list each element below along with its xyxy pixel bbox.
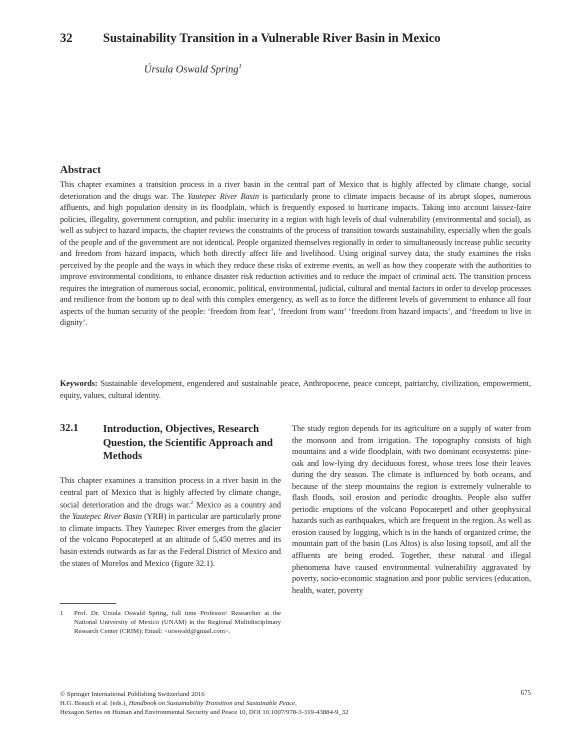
- chapter-title: Sustainability Transition in a Vulnerable River Basin in Mexico: [103, 31, 441, 45]
- chapter-number: 32: [60, 31, 73, 45]
- citation-line: [60, 699, 530, 708]
- left-column-text: [60, 475, 281, 569]
- abstract-heading: Abstract: [60, 164, 101, 176]
- footnote-mark-2: 2: [190, 500, 194, 507]
- page-number: 675: [520, 690, 531, 697]
- abstract-text-2: is particularly prone to climate impacts because of its abrupt slopes, numerous affluents, and high population density in its floodplain, which is frequently exposed to hurricane impacts. Taking into account laissez-faire policies, illegality, government corruption, and public insecurity in a region with high levels of dual vulnerability (environmental and social), as well as subject to hazard impacts, the chapter reviews the constraints of the process of transition towards sustainability, especially when the goals of the people and of the government are not identical. People organized themselves regionally in order to simultaneously increase public security and freedom from hazard impacts, which both directly affect life and livelihood. Using original survey data, the study examines the risks perceived by the people and the ways in which they reduce these risks of extreme events, as well as how they cooperate with the authorities to improve environmental conditions, to enhance disaster risk reduction activities and to reduce the impact of criminal acts. The transition process requires the integration of numerous social, economic, political, environmental, judicial, cultural and mental factors in order to develop processes and resilience from the bottom up to deal with this complex emergency, as well as to force the different levels of government to enhance all four aspects of the human security of the people: ‘freedom from fear’, ‘freedom from want’ ‘freedom from hazard impacts’, and ‘freedom to live in dignity’.: [60, 191, 531, 328]
- footnote: [60, 609, 281, 636]
- keywords-label: Keywords:: [60, 379, 98, 388]
- citation-book-title: Handbook on Sustainability Transition and Sustainable Peace,: [128, 700, 297, 707]
- left-text-a: This chapter examines a transition process in a river basin in the central part of Mexico that is highly affected by climate change, social deterioration and the drugs war.: [60, 476, 281, 510]
- abstract-text-1: This chapter examines a transition process in a river basin in the central part of Mexico that is highly affected by climate change, social deterioration and the drugs war. The: [60, 180, 531, 201]
- copyright-line: © Springer International Publishing Switzerland 2016: [60, 691, 205, 698]
- author-name: [144, 63, 242, 76]
- series-doi-line: Hexagon Series on Human and Environmental Security and Peace 10, DOI 10.1007/978-3-319-43884-9_32: [60, 709, 349, 716]
- left-italic-term: Yautepec River Basin: [72, 512, 142, 522]
- keywords: [60, 378, 531, 401]
- publication-footer: [60, 690, 530, 717]
- left-text-c: (YRB) in particular are particularly prone to climate impacts. They Yautepec River emerges from the glacier of the volcano Popocatepetl at an altitude of 5,450 metres and its basin extends outwards as far as the Federal District of Mexico and the states of Morelos and Mexico (figure 32.1).: [60, 512, 281, 568]
- section-title: Introduction, Objectives, Research Question, the Scientific Approach and Methods: [103, 424, 273, 462]
- right-column-text: The study region depends for its agriculture on a supply of water from the monsoon and from irrigation. The topography consists of high mountains and a wide floodplain, with two dominant ecosystems: pine-oak and low-lying dry deciduous forest, whose trees lose their leaves during the dry season. The climate is influenced by both oceans, and because of the steep mountains the region is extremely vulnerable to flash floods, soil erosion and periodic droughts. People also suffer periodic eruptions of the volcano Popocatepetl and other geophysical hazards such as earthquakes, which are frequent in the region. As well as erosion caused by logging, which is in the hands of organized crime, the mountain part of the basin (Los Altos) is also losing topsoil, and all the affluents are being eroded. Together, these natural and illegal phenomena have caused environmental vulnerability aggravated by poverty, socio-economic stagnation and poor public services (education, health, water, poverty: [292, 424, 531, 595]
- author-text: Úrsula Oswald Spring: [144, 64, 239, 76]
- citation-prefix: H.G. Brauch et al. (eds.),: [60, 700, 129, 707]
- keywords-text: Sustainable development, engendered and sustainable peace, Anthropocene, peace concept, patriarchy, civilization, empowerment, equity, values, cultural identity.: [60, 379, 531, 400]
- footnote-number: 1: [60, 610, 64, 617]
- abstract-italic-term: Yautepec River Basin: [187, 191, 259, 201]
- author-footnote-mark: 1: [238, 63, 242, 70]
- section-number: 32.1: [60, 423, 79, 434]
- footnote-text: Prof. Dr. Ursula Oswald Spring, full time Professor/ Researcher at the National University of Mexico (UNAM) in the Regional Multidisciplinary Research Center (CRIM); Email: <uoswald@gmail.com>.: [74, 610, 281, 636]
- left-text-b: Mexico as a country and the: [60, 500, 282, 522]
- footnote-rule: [60, 603, 116, 604]
- abstract-body: [60, 179, 531, 329]
